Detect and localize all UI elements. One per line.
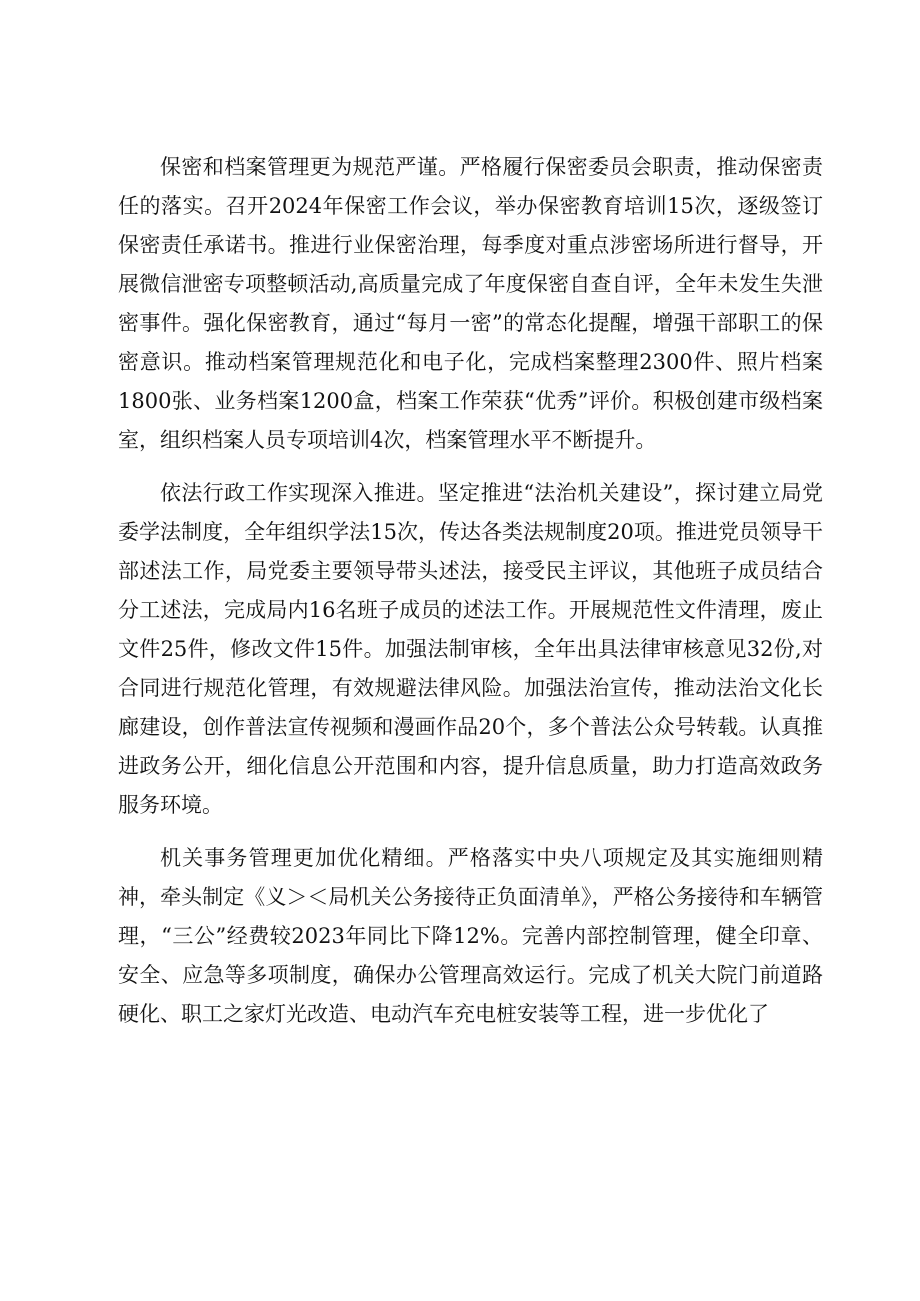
paragraph-law-administration: 依法行政工作实现深入推进。坚定推进“法治机关建设”，探讨建立局党委学法制度，全年组织学法15次，传达各类法规制度20项。推进党员领导干部述法工作，局党委主要领导带头述法，接受民主评议，其他班子成员结合分工述法，完成局内16名班子成员的述法工作。开展规范性文件清理，废止文件25件，修改文件15件。加强法制审核，全年出具法律审核意见32份,对合同进行规范化管理，有效规避法律风险。加强法治宣传，推动法治文化长廊建设，创作普法宣传视频和漫画作品20个，多个普法公众号转载。认真推进政务公开，细化信息公开范围和内容，提升信息质量，助力打造高效政务服务环境。 — [118, 481, 823, 817]
paragraph-confidentiality-archives: 保密和档案管理更为规范严谨。严格履行保密委员会职责，推动保密责任的落实。召开2024年保密工作会议，举办保密教育培训15次，逐级签订保密责任承诺书。推进行业保密治理，每季度对重点涉密场所进行督导，开展微信泄密专项整顿活动,高质量完成了年度保密自查自评，全年未发生失泄密事件。强化保密教育，通过“每月一密”的常态化提醒，增强干部职工的保密意识。推动档案管理规范化和电子化，完成档案整理2300件、照片档案1800张、业务档案1200盒，档案工作荣获“优秀”评价。积极创建市级档案室，组织档案人员专项培训4次，档案管理水平不断提升。 — [118, 155, 823, 452]
paragraph-office-affairs: 机关事务管理更加优化精细。严格落实中央八项规定及其实施细则精神，牵头制定《义＞＜局机关公务接待正负面清单》，严格公务接待和车辆管理，“三公”经费较2023年同比下降12%。完善内部控制管理，健全印章、安全、应急等多项制度，确保办公管理高效运行。完成了机关大院门前道路硬化、职工之家灯光改造、电动汽车充电桩安装等工程，进一步优化了 — [118, 846, 823, 1026]
document-body — [118, 148, 823, 1048]
